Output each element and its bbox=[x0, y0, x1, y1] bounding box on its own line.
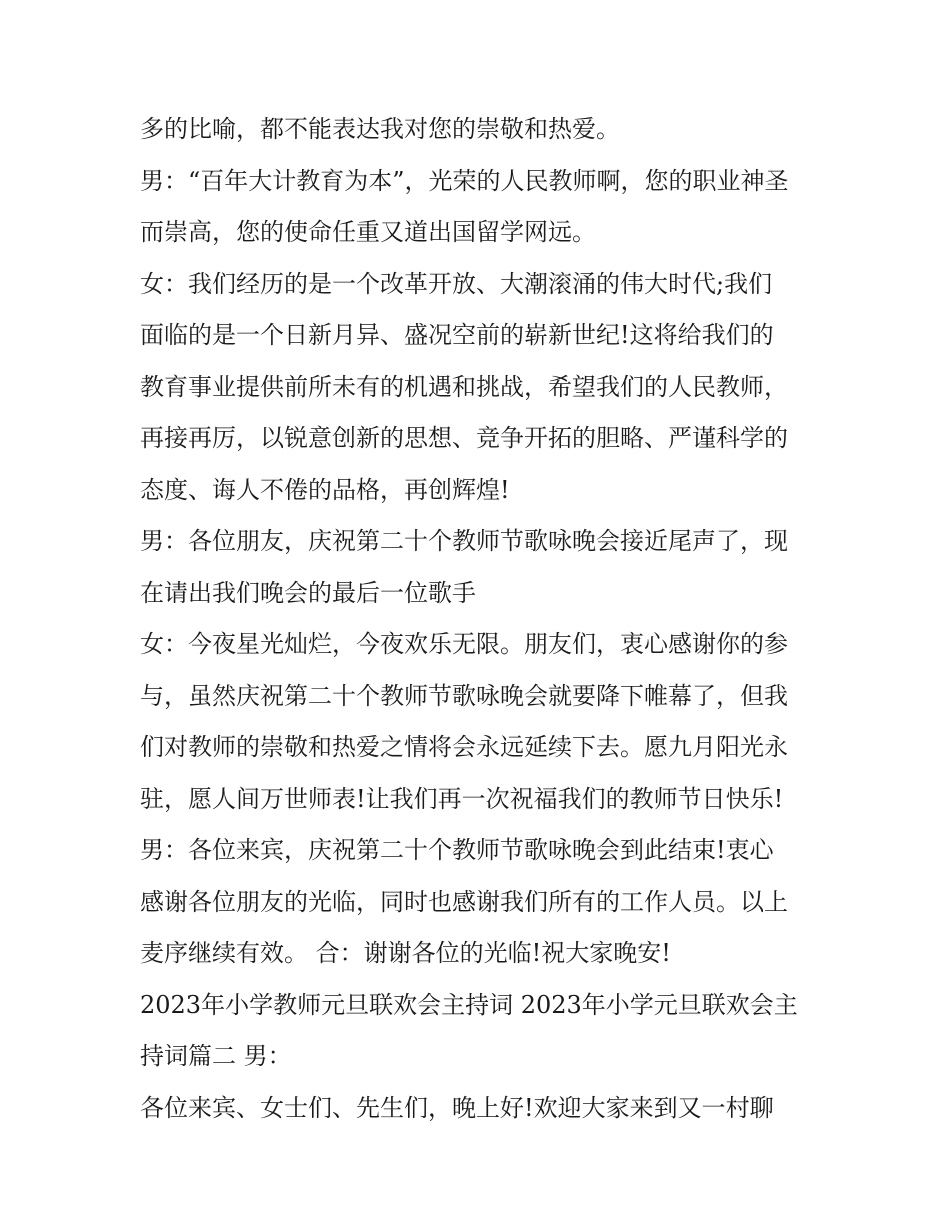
text-line: 麦序继续有效。 合：谢谢各位的光临!祝大家晚安! bbox=[140, 939, 671, 967]
text-line: 男：各位来宾，庆祝第二十个教师节歌咏晚会到此结束!衷心 bbox=[140, 836, 774, 864]
text-line: 男：“百年大计教育为本”，光荣的人民教师啊，您的职业神圣 bbox=[140, 166, 789, 195]
text-line: 而崇高，您的使命任重又道出国留学网远。 bbox=[140, 218, 596, 246]
text-line: 感谢各位朋友的光临，同时也感谢我们所有的工作人员。以上 bbox=[140, 887, 788, 916]
text-line: 2023年小学教师元旦联欢会主持词 2023年小学元旦联欢会主 bbox=[140, 990, 798, 1019]
text-line: 男：各位朋友，庆祝第二十个教师节歌咏晚会接近尾声了，现 bbox=[140, 527, 788, 555]
text-line: 持词篇二 男： bbox=[140, 1042, 292, 1070]
text-line: 与，虽然庆祝第二十个教师节歌咏晚会就要降下帷幕了，但我 bbox=[140, 681, 788, 710]
text-line: 女：今夜星光灿烂，今夜欢乐无限。朋友们，衷心感谢你的参 bbox=[140, 630, 788, 658]
text-line: 面临的是一个日新月异、盛况空前的崭新世纪!这将给我们的 bbox=[140, 321, 774, 349]
text-line: 女：我们经历的是一个改革开放、大潮滚涌的伟大时代;我们 bbox=[140, 269, 773, 298]
text-line: 多的比喻，都不能表达我对您的崇敬和热爱。 bbox=[140, 115, 620, 143]
text-line: 在请出我们晚会的最后一位歌手 bbox=[140, 578, 476, 607]
text-line: 态度、诲人不倦的品格，再创辉煌! bbox=[140, 475, 510, 504]
document-body bbox=[140, 104, 820, 1134]
text-line: 再接再厉，以锐意创新的思想、竞争开拓的胆略、严谨科学的 bbox=[140, 424, 788, 452]
text-line: 各位来宾、女士们、先生们，晚上好!欢迎大家来到又一村聊 bbox=[140, 1093, 774, 1122]
text-line: 教育事业提供前所未有的机遇和挑战，希望我们的人民教师， bbox=[140, 372, 788, 401]
text-line: 驻，愿人间万世师表!让我们再一次祝福我们的教师节日快乐! bbox=[140, 784, 784, 813]
text-line: 们对教师的崇敬和热爱之情将会永远延续下去。愿九月阳光永 bbox=[140, 733, 788, 761]
